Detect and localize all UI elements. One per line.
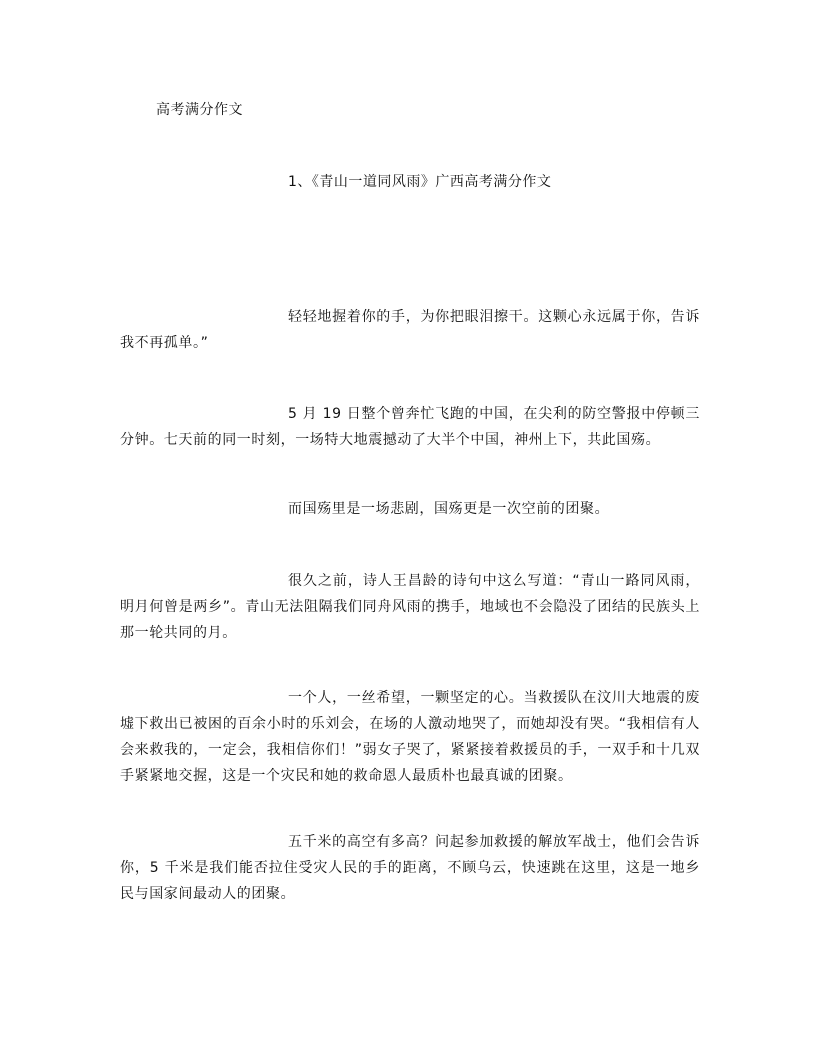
paragraph-6: 五千米的高空有多高？问起参加救援的解放军战士，他们会告诉你，5 千米是我们能否拉住受灾人民的手的距离，不顾乌云，快速跳在这里，这是一地乡民与国家间最动人的团聚。 <box>120 834 700 902</box>
document-title: 高考满分作文 <box>156 102 243 118</box>
paragraph-5: 一个人，一丝希望，一颗坚定的心。当救援队在汶川大地震的废墟下救出已被困的百余小时的乐刘会，在场的人激动地哭了，而她却没有哭。“我相信有人会来救我的，一定会，我相信你们！”弱女子哭了，紧紧接着救援员的手，一双手和十几双手紧紧地交握，这是一个灾民和她的救命恩人最质朴也最真诚的团聚。 <box>120 690 700 784</box>
paragraph-1: 轻轻地握着你的手，为你把眼泪擦干。这颗心永远属于你，告诉我不再孤单。” <box>120 309 700 351</box>
essay-heading: 1、《青山一道同风雨》广西高考满分作文 <box>288 174 552 190</box>
paragraph-2: 5 月 19 日整个曾奔忙飞跑的中国，在尖利的防空警报中停顿三分钟。七天前的同一时刻，一场特大地震撼动了大半个中国，神州上下，共此国殇。 <box>120 406 700 448</box>
paragraph-4: 很久之前，诗人王昌龄的诗句中这么写道：“青山一路同风雨，明月何曾是两乡”。青山无法阻隔我们同舟风雨的携手，地域也不会隐没了团结的民族头上那一轮共同的月。 <box>120 573 700 641</box>
paragraph-3: 而国殇里是一场悲剧，国殇更是一次空前的团聚。 <box>288 501 610 517</box>
